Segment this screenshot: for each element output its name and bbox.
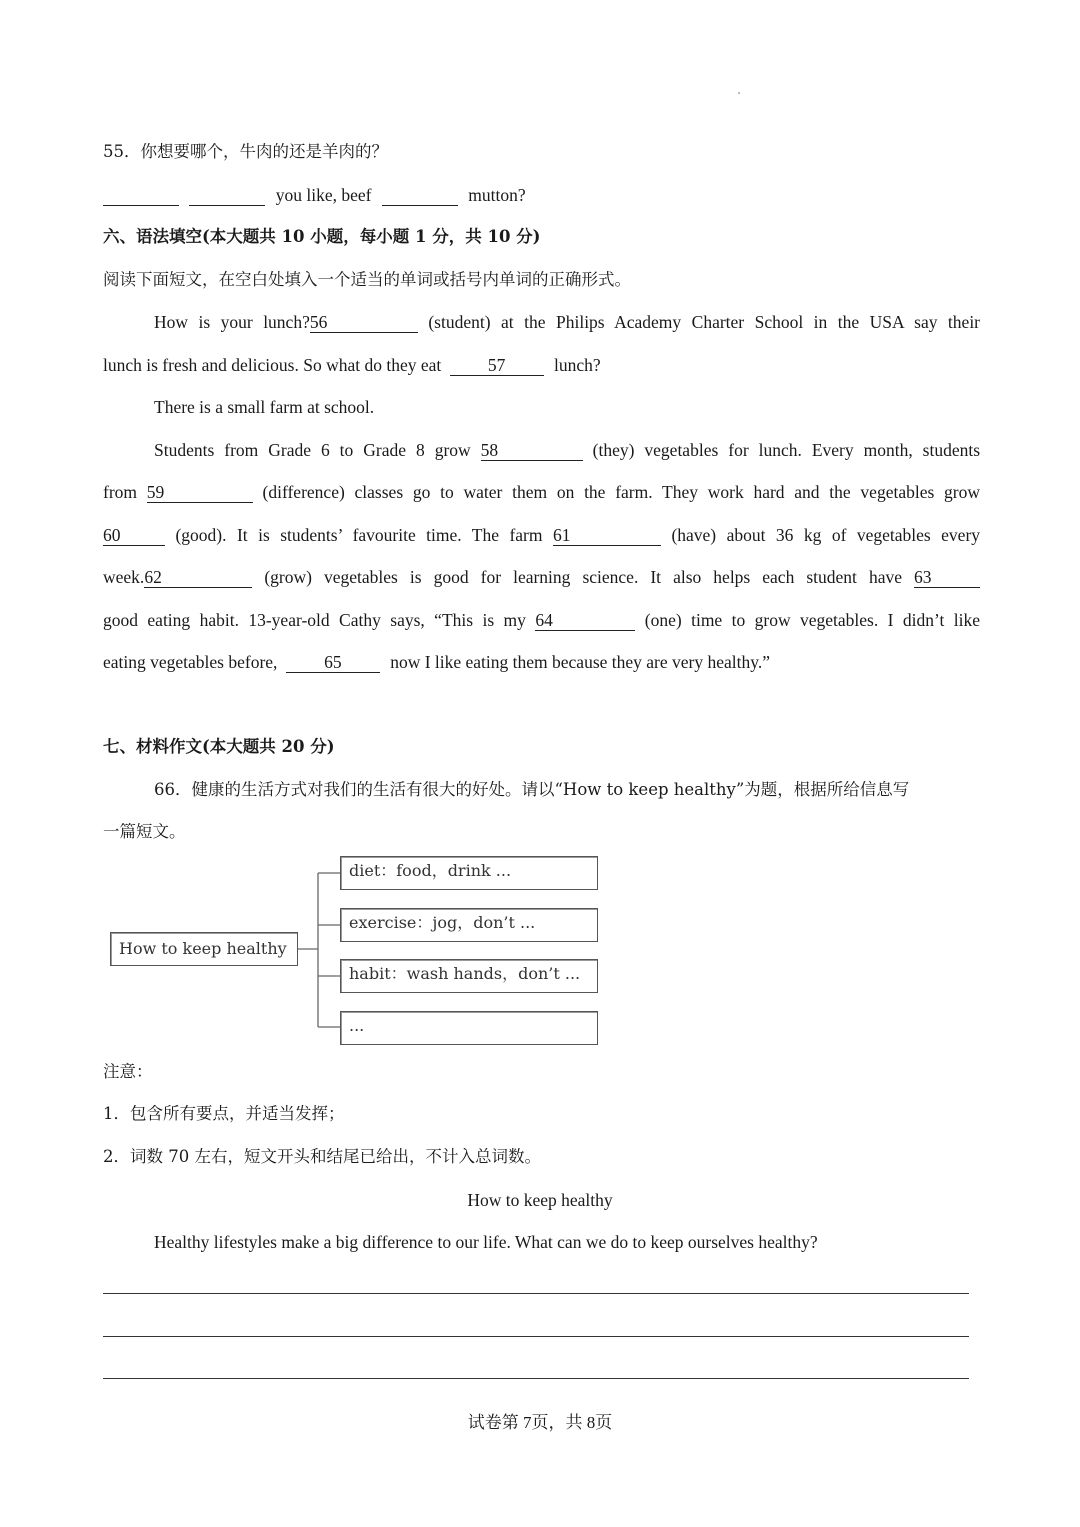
essay-opening: Healthy lifestyles make a big difference to our life. What can we do to keep ourselves healthy? bbox=[154, 1232, 818, 1252]
q55-prompt: 55．你想要哪个，牛肉的还是羊肉的？ bbox=[103, 142, 388, 161]
text: (have) about 36 kg of vegetables every bbox=[671, 525, 981, 545]
text: now I like eating them because they are very healthy.” bbox=[390, 652, 771, 672]
page-footer: 试卷第 7页，共 8页 bbox=[467, 1413, 613, 1432]
blank-60[interactable]: 60 bbox=[103, 526, 165, 546]
passage-line-3: There is a small farm at school. bbox=[154, 397, 375, 417]
passage-line-5 bbox=[103, 481, 980, 503]
passage-line-4 bbox=[154, 439, 980, 461]
passage-line-6 bbox=[103, 524, 980, 546]
text: good eating habit. 13-year-old Cathy says, “This is my bbox=[103, 610, 526, 630]
mindmap-branch-diet: diet：food，drink ... bbox=[340, 856, 598, 890]
text: (good). It is students’ favourite time. The farm bbox=[175, 525, 543, 545]
text: (they) vegetables for lunch. Every month, students bbox=[592, 440, 981, 460]
blank-59[interactable]: 59 bbox=[147, 483, 253, 503]
passage-line-8 bbox=[103, 609, 980, 631]
q55-answer-line bbox=[103, 184, 980, 206]
blank-57[interactable]: 57 bbox=[450, 356, 544, 376]
q55-blank-1[interactable] bbox=[103, 186, 179, 206]
writing-line-1[interactable] bbox=[103, 1293, 969, 1294]
blank-62[interactable]: 62 bbox=[144, 568, 252, 588]
text: (difference) classes go to water them on the farm. They work hard and the vegetables grow bbox=[262, 482, 980, 502]
blank-65[interactable]: 65 bbox=[286, 653, 380, 673]
section7-title: 七、材料作文(本大题共 20 分) bbox=[103, 737, 335, 756]
mindmap-branch-habit: habit：wash hands，don’t ... bbox=[340, 959, 598, 993]
text: Students from Grade 6 to Grade 8 grow bbox=[154, 440, 471, 460]
q55-blank-3[interactable] bbox=[382, 186, 458, 206]
blank-61[interactable]: 61 bbox=[553, 526, 661, 546]
section7-prompt-line-2: 一篇短文。 bbox=[103, 822, 186, 841]
text: (grow) vegetables is good for learning science. It also helps each student have bbox=[264, 567, 902, 587]
mindmap-branch-exercise: exercise：jog，don’t ... bbox=[340, 908, 598, 942]
blank-56[interactable]: 56 bbox=[310, 313, 418, 333]
blank-64[interactable]: 64 bbox=[535, 611, 635, 631]
writing-line-3[interactable] bbox=[103, 1378, 969, 1379]
writing-line-2[interactable] bbox=[103, 1336, 969, 1337]
section7-prompt-line-1: 66．健康的生活方式对我们的生活有很大的好处。请以“How to keep healthy”为题，根据所给信息写 bbox=[154, 780, 910, 799]
text: eating vegetables before, bbox=[103, 652, 278, 672]
essay-title: How to keep healthy bbox=[467, 1190, 613, 1210]
section6-title: 六、语法填空(本大题共 10 小题，每小题 1 分，共 10 分) bbox=[103, 227, 541, 246]
q55-text-2: mutton? bbox=[468, 185, 526, 205]
note-1: 1．包含所有要点，并适当发挥； bbox=[103, 1104, 345, 1123]
text: week. bbox=[103, 567, 145, 587]
mindmap-root: How to keep healthy bbox=[110, 932, 298, 966]
text: lunch is fresh and delicious. So what do they eat bbox=[103, 355, 442, 375]
text: lunch? bbox=[554, 355, 601, 375]
text: from bbox=[103, 482, 138, 502]
text: (student) at the Philips Academy Charter School in the USA say their bbox=[428, 312, 981, 332]
notes-title: 注意： bbox=[103, 1062, 153, 1081]
passage-line-9 bbox=[103, 651, 980, 673]
q55-blank-2[interactable] bbox=[189, 186, 265, 206]
text: (one) time to grow vegetables. I didn’t like bbox=[644, 610, 981, 630]
blank-63[interactable]: 63 bbox=[914, 568, 980, 588]
blank-58[interactable]: 58 bbox=[481, 441, 583, 461]
section6-instruction: 阅读下面短文，在空白处填入一个适当的单词或括号内单词的正确形式。 bbox=[103, 270, 631, 289]
passage-line-7 bbox=[103, 566, 980, 588]
passage-line-1 bbox=[154, 311, 980, 333]
scan-speck bbox=[738, 92, 740, 94]
note-2: 2．词数 70 左右，短文开头和结尾已给出，不计入总词数。 bbox=[103, 1147, 541, 1166]
mindmap-branch-more: ... bbox=[340, 1011, 598, 1045]
q55-text-1: you like, beef bbox=[275, 185, 372, 205]
text: How is your lunch? bbox=[154, 312, 310, 332]
passage-line-2 bbox=[103, 354, 980, 376]
